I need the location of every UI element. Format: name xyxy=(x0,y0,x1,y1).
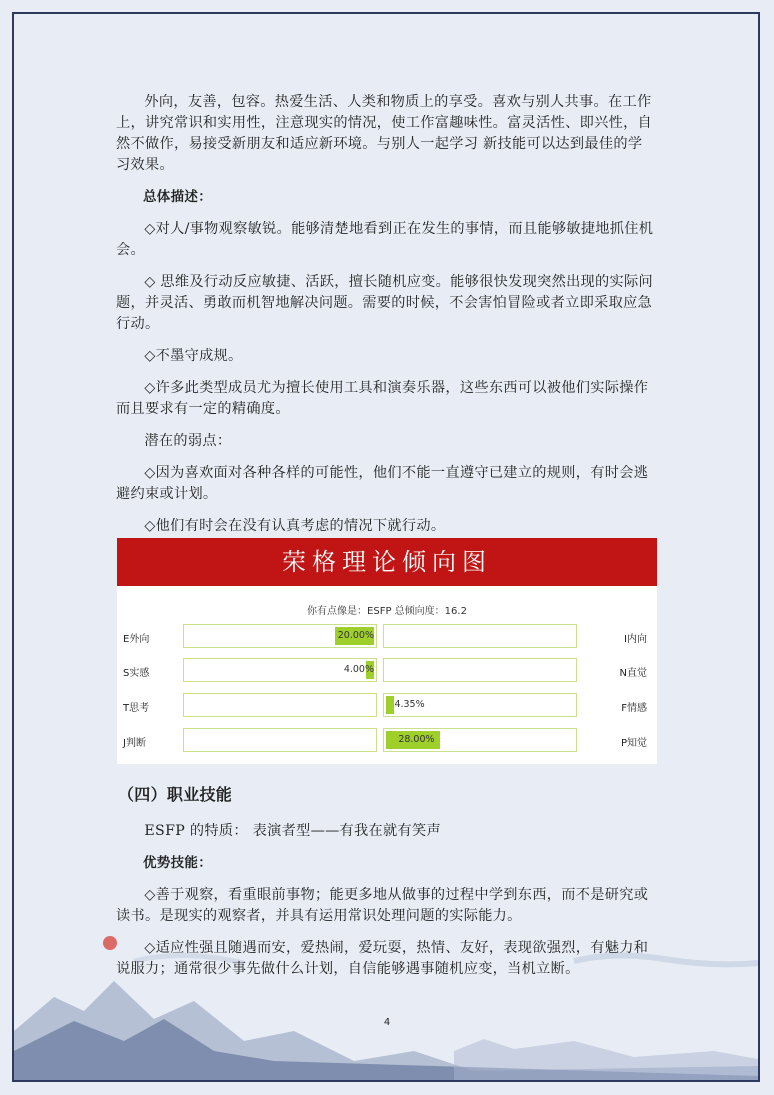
right-bar-track xyxy=(383,728,577,752)
skills-section xyxy=(116,784,656,991)
skills-heading: 优势技能： xyxy=(143,855,212,871)
overall-item: ◇ 思维及行动反应敏捷、活跃，擅长随机应变。能够很快发现突然出现的实际问题，并灵活、勇敢而机智地解决问题。需要的时候，不会害怕冒险或者立即采取应急行动。 xyxy=(116,274,653,332)
weakness-heading: 潜在的弱点： xyxy=(144,433,232,449)
right-dimension-label: P知觉 xyxy=(620,738,647,749)
right-dimension-label: N直觉 xyxy=(619,668,647,679)
left-dimension-label: S实感 xyxy=(123,668,150,679)
left-dimension-label: J判断 xyxy=(123,738,146,749)
chart-row xyxy=(117,658,657,682)
chart-row xyxy=(117,624,657,648)
right-bar-track xyxy=(383,693,577,717)
page-number: 4 xyxy=(383,1017,391,1028)
tendency-bar xyxy=(386,696,394,714)
chart-title: 荣格理论倾向图 xyxy=(117,538,657,586)
left-dimension-label: T思考 xyxy=(123,703,150,714)
skills-item: ◇善于观察，看重眼前事物；能更多地从做事的过程中学到东西，而不是研究或读书。是现实的观察者，并具有运用常识处理问题的实际能力。 xyxy=(116,887,649,924)
body-text xyxy=(116,92,656,548)
left-dimension-label: E外向 xyxy=(123,634,150,645)
chart-row xyxy=(117,728,657,752)
left-bar-track xyxy=(183,693,377,717)
intro-paragraph: 外向，友善，包容。热爱生活、人类和物质上的享受。喜欢与别人共事。在工作上，讲究常识和实用性，注意现实的情况，使工作富趣味性。富灵活性、即兴性，自然不做作，易接受新朋友和适应新环境。与别人一起学习 新技能可以达到最佳的学习效果。 xyxy=(116,94,653,173)
right-bar-track xyxy=(383,624,577,648)
left-bar-track xyxy=(183,624,377,648)
chart-row xyxy=(117,693,657,717)
chart-subtitle: 你有点像是：ESFP 总倾向度：16.2 xyxy=(307,606,467,617)
esfp-line: ESFP 的特质： 表演者型——有我在就有笑声 xyxy=(144,823,441,839)
overall-item: ◇对人/事物观察敏锐。能够清楚地看到正在发生的事情，而且能够敏捷地抓住机会。 xyxy=(116,221,654,258)
weakness-item: ◇因为喜欢面对各种各样的可能性，他们不能一直遵守已建立的规则，有时会逃避约束或计划。 xyxy=(116,465,649,502)
weakness-item: ◇他们有时会在没有认真考虑的情况下就行动。 xyxy=(144,518,446,534)
tendency-value-label: 4.00% xyxy=(343,664,374,675)
jung-tendency-chart xyxy=(117,538,657,764)
left-bar-track xyxy=(183,728,377,752)
right-bar-track xyxy=(383,658,577,682)
tendency-value-label: 20.00% xyxy=(337,630,374,641)
overall-item: ◇不墨守成规。 xyxy=(144,348,243,364)
overall-heading: 总体描述： xyxy=(143,189,212,205)
overall-item: ◇许多此类型成员尤为擅长使用工具和演奏乐器，这些东西可以被他们实际操作而且要求有一定的精确度。 xyxy=(116,380,649,417)
right-dimension-label: I内向 xyxy=(624,634,647,645)
tendency-value-label: 28.00% xyxy=(398,734,435,745)
tendency-value-label: 4.35% xyxy=(394,699,425,710)
section-heading: （四）职业技能 xyxy=(118,785,233,804)
right-dimension-label: F情感 xyxy=(621,703,647,714)
skills-item: ◇适应性强且随遇而安，爱热闹，爱玩耍，热情、友好，表现欲强烈，有魅力和说服力；通常很少事先做什么计划，自信能够遇事随机应变，当机立断。 xyxy=(116,940,649,977)
left-bar-track xyxy=(183,658,377,682)
